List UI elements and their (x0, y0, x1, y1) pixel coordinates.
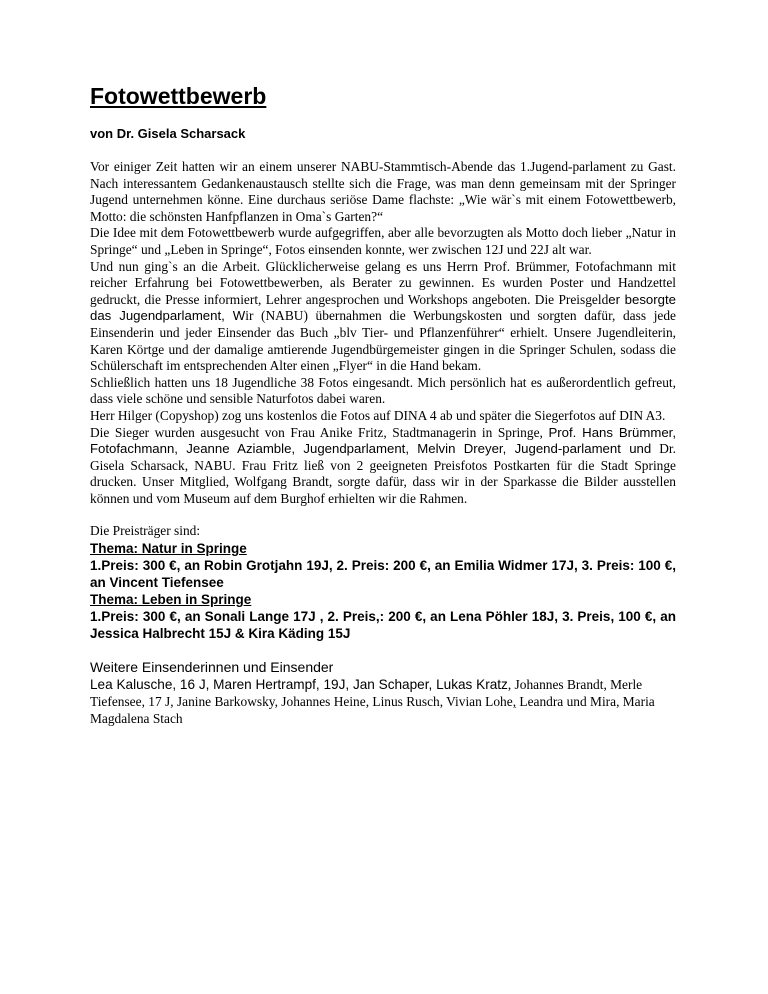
document-page (90, 82, 676, 727)
further-names-serif-a: , Johannes Brandt, Merle Tiefensee, 17 J, Janine Barkowsky, Johannes Heine, Linus Rusch, Vivian Lohe (90, 677, 643, 710)
paragraph-6-part-a: Die Sieger wurden ausgesucht von Frau Anike Fritz, Stadtmanagerin in Springe, (90, 424, 549, 440)
paragraph-6 (90, 425, 676, 508)
further-names-sans: Lea Kalusche, 16 J, Maren Hertrampf, 19J, Jan Schaper, Lukas Kratz (90, 677, 508, 693)
page-title: Fotowettbewerb (90, 83, 267, 109)
paragraph-3-part-a: Und nun ging`s an die Arbeit. Glücklicherweise gelang es uns Herrn Prof. Brümmer, Fotofachmann mit reicher Erfahrung bei Fotowettbewerben, als Berater zu gewinnen. Es wurden Poster und Handzettel gedruckt, die Presse informiert, Lehrer angesprochen und Workshops angeboten. Die Preisgeld (90, 258, 676, 307)
paragraph-3 (90, 259, 676, 375)
winners-intro: Die Preisträger sind: (90, 523, 201, 539)
theme-1-prizes: 1.Preis: 300 €, an Robin Grotjahn 19J, 2. Preis: 200 €, an Emilia Widmer 17J, 3. Preis: 100 €, an Vincent Tiefensee (90, 558, 676, 591)
author-line: von Dr. Gisela Scharsack (90, 126, 246, 141)
paragraph-3-part-b: er besorgte das Jugendparlament, W (90, 291, 676, 324)
theme-2-heading: Thema: Leben in Springe (90, 592, 252, 608)
further-names-serif-b: Leandra und Mira, Maria Magdalena Stach (90, 694, 655, 727)
paragraph-3-part-c: ir (NABU) übernahmen die Werbungskosten und sorgten dafür, dass jede Einsenderin und jeder Einsender das Buch „blv Tier- und Pflanzenführer“ erhielt. Unsere Jugendleiterin, Karen Körtge und der damalige amtierende Jugendbürgemeister gingen in die Springer Schulen, sodass die Schülerschaft im entsprechenden Alter einen „Flyer“ in die Hand bekam. (90, 308, 676, 374)
further-entrants-list (90, 676, 676, 727)
paragraph-5: Herr Hilger (Copyshop) zog uns kostenlos die Fotos auf DINA 4 ab und später die Siegerfotos auf DIN A3. (90, 407, 666, 423)
further-comma: , (512, 694, 517, 710)
paragraph-6-part-c: Dr. Gisela Scharsack, NABU. Frau Fritz ließ von 2 geeigneten Preisfotos Postkarten für die Stadt Springe drucken. Unser Mitglied, Wolfgang Brandt, sorgte dafür, dass wir in der Sparkasse die Bilder ausstellen können und vom Museum auf dem Burghof erhielten wir die Rahmen. (90, 441, 676, 506)
theme-2-prizes: 1.Preis: 300 €, an Sonali Lange 17J , 2. Preis,: 200 €, an Lena Pöhler 18J, 3. Preis, 100 €, an Jessica Halbrecht 15J & Kira Käding 15J (90, 609, 676, 642)
further-entrants-heading: Weitere Einsenderinnen und Einsender (90, 659, 334, 676)
paragraph-4: Schließlich hatten uns 18 Jugendliche 38 Fotos eingesandt. Mich persönlich hat es außerordentlich gefreut, dass viele schöne und sensible Naturfotos dabei waren. (90, 374, 676, 407)
paragraph-6-part-b: Prof. Hans Brümmer, Fotofachmann, Jeanne Aziamble, Jugendparlament, Melvin Dreyer, Jugend-parlament und (90, 424, 676, 457)
paragraph-2: Die Idee mit dem Fotowettbewerb wurde aufgegriffen, aber alle bevorzugten als Motto doch lieber „Natur in Springe“ und „Leben in Springe“, Fotos einsenden konnte, wer zwischen 12J und 22J alt war. (90, 225, 676, 257)
paragraph-1: Vor einiger Zeit hatten wir an einem unserer NABU-Stammtisch-Abende das 1.Jugend-parlament zu Gast. Nach interessantem Gedankenaustausch stellte sich die Frage, was man denn gemeinsam mit der Springer Jugend unternehmen könne. Eine durchaus seriöse Dame flachste: „Wie wär`s mit einem Fotowettbewerb, Motto: die schönsten Hanfpflanzen in Oma`s Garten?“ (90, 159, 676, 224)
theme-1-heading: Thema: Natur in Springe (90, 541, 247, 557)
article-body (90, 159, 676, 507)
